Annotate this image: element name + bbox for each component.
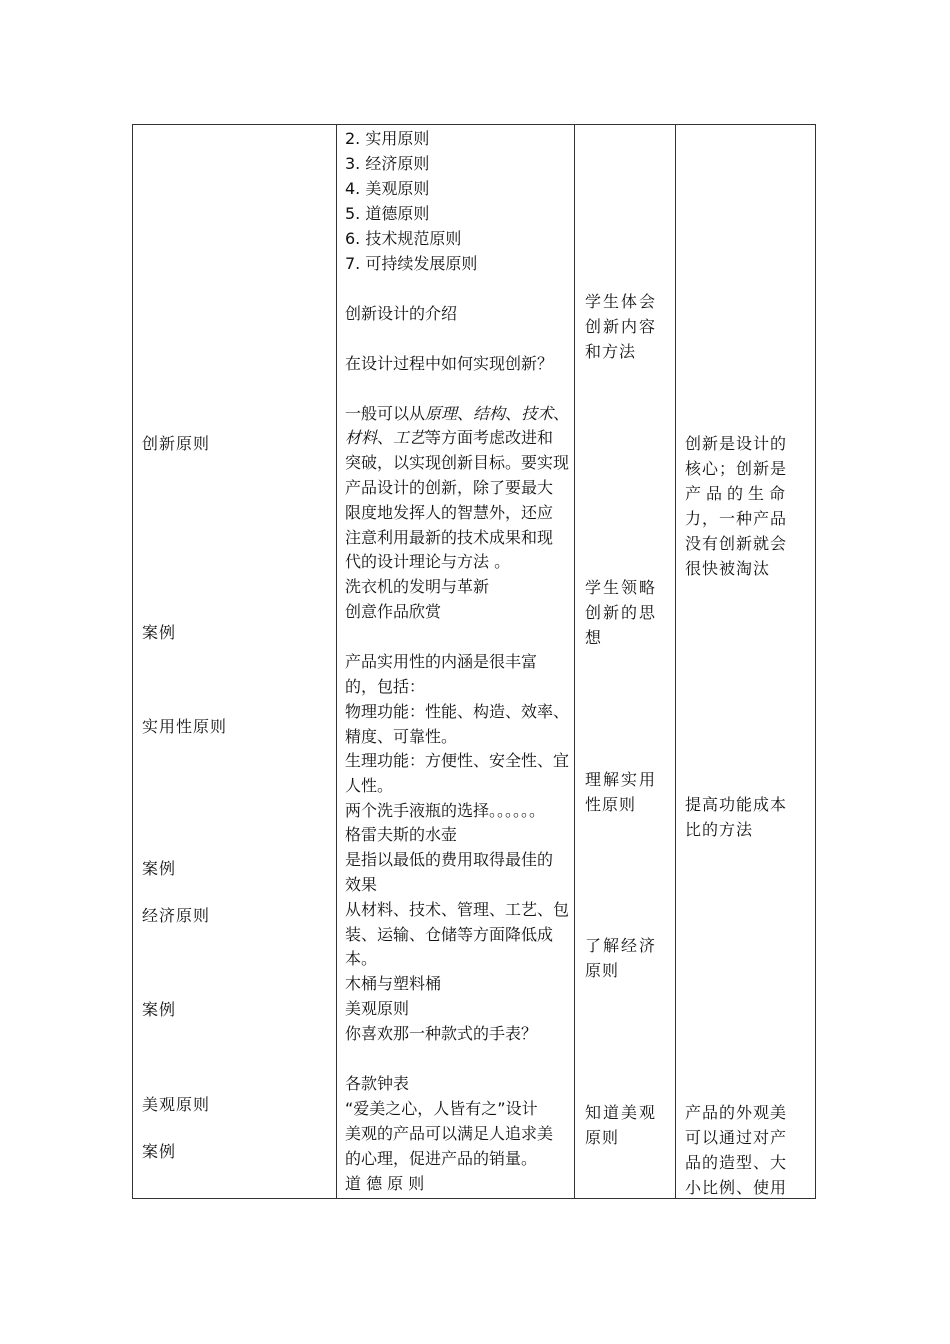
intent-line: 品的造型、大 [685, 1153, 788, 1172]
topic-practicality-principle: 实用性原则 [142, 717, 228, 736]
topic-innovation-principle: 创新原则 [142, 434, 211, 453]
content-line: 是指以最低的费用取得最佳的 [345, 850, 554, 869]
activity-line: 性原则 [585, 795, 637, 814]
content-line: 6. 技术规范原则 [345, 229, 462, 248]
topic-case: 案例 [142, 859, 177, 878]
content-line: 4. 美观原则 [345, 179, 430, 198]
content-line: 一般可以从原理、结构、技术、 [345, 404, 570, 423]
activity-line: 和方法 [585, 342, 637, 361]
content-line: 7. 可持续发展原则 [345, 254, 478, 273]
topic-case: 案例 [142, 1000, 177, 1019]
activity-line: 知道美观 [585, 1103, 658, 1122]
content-line: 效果 [345, 875, 378, 894]
content-line: 的心理，促进产品的销量。 [345, 1149, 538, 1168]
content-line: 产品实用性的内涵是很丰富 [345, 652, 538, 671]
activity-line: 学生领略 [585, 578, 658, 597]
content-line: 道 德 原 则 [345, 1174, 425, 1193]
column-divider [574, 125, 575, 1198]
content-line: 本。 [345, 949, 378, 968]
activity-line: 了解经济 [585, 936, 658, 955]
content-line: 产品设计的创新，除了要最大 [345, 478, 554, 497]
intent-line: 比的方法 [685, 820, 754, 839]
content-line: 从材料、技术、管理、工艺、包 [345, 900, 570, 919]
content-line: 物理功能：性能、构造、效率、 [345, 702, 570, 721]
content-line: 限度地发挥人的智慧外，还应 [345, 503, 554, 522]
activity-line: 创新的思 [585, 603, 658, 622]
content-line: 注意利用最新的技术成果和现 [345, 528, 554, 547]
content-line: 生理功能：方便性、安全性、宜 [345, 751, 570, 770]
content-line: 人性。 [345, 776, 394, 795]
intent-line: 提高功能成本 [685, 795, 788, 814]
content-line: 创新设计的介绍 [345, 304, 458, 323]
activity-line: 原则 [585, 1128, 620, 1147]
topic-aesthetics-principle: 美观原则 [142, 1095, 211, 1114]
intent-line: 可以通过对产 [685, 1128, 788, 1147]
content-line: 木桶与塑料桶 [345, 974, 442, 993]
content-line: 美观原则 [345, 999, 410, 1018]
content-line: 洗衣机的发明与革新 [345, 577, 490, 596]
intent-line: 没有创新就会 [685, 534, 788, 553]
content-line: 2. 实用原则 [345, 129, 430, 148]
content-line: 代的设计理论与方法 。 [345, 552, 511, 571]
activity-line: 创新内容 [585, 317, 658, 336]
topic-economy-principle: 经济原则 [142, 906, 211, 925]
content-line: 在设计过程中如何实现创新？ [345, 354, 554, 373]
column-divider [675, 125, 676, 1198]
content-line: 的，包括： [345, 677, 426, 696]
activity-line: 理解实用 [585, 770, 658, 789]
topic-case: 案例 [142, 623, 177, 642]
column-divider [336, 125, 337, 1198]
content-line: 各款钟表 [345, 1074, 410, 1093]
content-line: 你喜欢那一种款式的手表？ [345, 1024, 538, 1043]
activity-line: 原则 [585, 961, 620, 980]
content-line: 创意作品欣赏 [345, 602, 442, 621]
content-line: 两个洗手液瓶的选择。。。。。。 [345, 801, 546, 820]
content-line: 突破，以实现创新目标。要实现 [345, 453, 570, 472]
intent-line: 很快被淘汰 [685, 559, 771, 578]
topic-case: 案例 [142, 1142, 177, 1161]
content-line: 格雷夫斯的水壶 [345, 825, 458, 844]
content-line: 3. 经济原则 [345, 154, 430, 173]
intent-line: 创新是设计的 [685, 434, 788, 453]
content-line: 美观的产品可以满足人追求美 [345, 1124, 554, 1143]
content-line: 精度、可靠性。 [345, 727, 458, 746]
content-line: 5. 道德原则 [345, 204, 430, 223]
intent-line: 力，一种产品 [685, 509, 788, 528]
intent-line: 产品的外观美 [685, 1103, 788, 1122]
content-line: 材料、工艺等方面考虑改进和 [345, 428, 554, 447]
intent-line: 产品的生命 [685, 484, 791, 503]
content-line: “爱美之心，人皆有之”设计 [345, 1099, 538, 1118]
intent-line: 小比例、使用 [685, 1178, 788, 1197]
activity-line: 想 [585, 628, 603, 647]
intent-line: 核心；创新是 [685, 459, 788, 478]
content-line: 装、运输、仓储等方面降低成 [345, 925, 554, 944]
activity-line: 学生体会 [585, 292, 658, 311]
